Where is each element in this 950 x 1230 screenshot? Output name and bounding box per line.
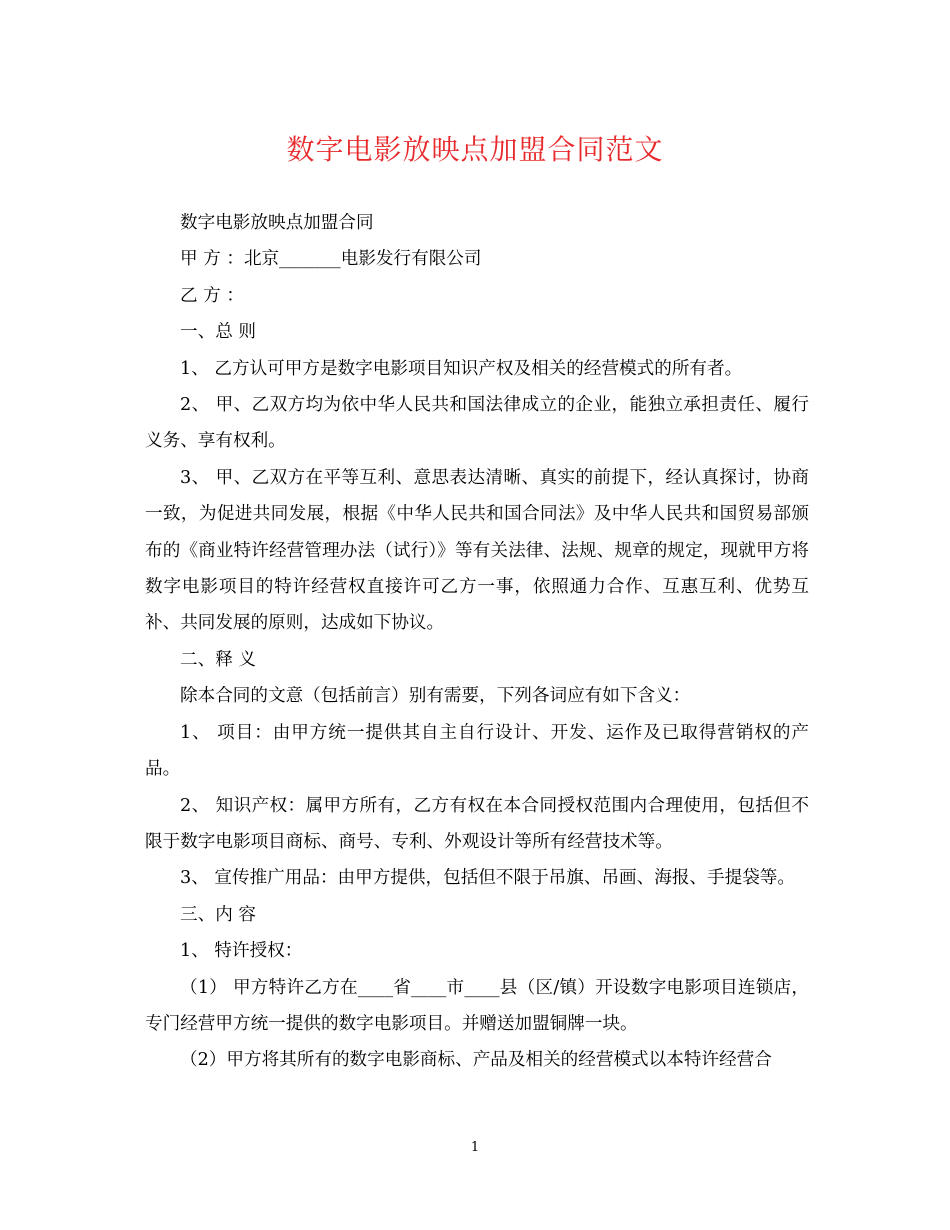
page-number: 1 <box>470 1140 480 1155</box>
party-a-line: 甲 方 ：北京_______电影发行有限公司 <box>180 249 482 270</box>
contract-name: 数字电影放映点加盟合同 <box>180 213 374 233</box>
section-heading-definitions: 二、释 义 <box>180 649 256 670</box>
definition-1: 1、 项目：由甲方统一提供其自主自行设计、开发、运作及已取得营销权的产品。 <box>145 722 809 780</box>
definition-2: 2、 知识产权：属甲方所有，乙方有权在本合同授权范围内合理使用，包括但不限于数字电影项目商标、商号、专利、外观设计等所有经营技术等。 <box>145 795 809 852</box>
definitions-intro: 除本合同的文意（包括前言）别有需要，下列各词应有如下含义： <box>180 686 691 707</box>
section-heading-content: 三、内 容 <box>180 904 256 925</box>
general-clause-2: 2、 甲、乙双方均为依中华人民共和国法律成立的企业，能独立承担责任、履行义务、享有权利。 <box>145 395 809 452</box>
general-clause-1: 1、 乙方认可甲方是数字电影项目知识产权及相关的经营模式的所有者。 <box>180 358 743 379</box>
section-heading-general: 一、总 则 <box>180 322 256 343</box>
general-clause-3: 3、 甲、乙双方在平等互利、意思表达清晰、真实的前提下，经认真探讨，协商一致，为促进共同发展，根据《中华人民共和国合同法》及中华人民共和国贸易部颁布的《商业特许经营管理办法（试行）》等有关法律、法规、规章的规定，现就甲方将数字电影项目的特许经营权直接许可乙方一事，依照通力合作、互惠互利、优势互补、共同发展的原则，达成如下协议。 <box>145 467 809 634</box>
document-body <box>145 205 809 1079</box>
definition-3: 3、 宣传推广用品：由甲方提供，包括但不限于吊旗、吊画、海报、手提袋等。 <box>180 868 795 889</box>
party-b-line: 乙 方 ： <box>180 285 244 306</box>
content-subitem-2: （2）甲方将其所有的数字电影商标、产品及相关的经营模式以本特许经营合 <box>180 1050 772 1071</box>
content-subitem-1: （1） 甲方特许乙方在____省____市____县（区/镇）开设数字电影项目连锁店，专门经营甲方统一提供的数字电影项目。并赠送加盟铜牌一块。 <box>145 977 809 1034</box>
document-title: 数字电影放映点加盟合同范文 <box>286 133 664 166</box>
content-item-1: 1、 特许授权： <box>180 941 303 962</box>
